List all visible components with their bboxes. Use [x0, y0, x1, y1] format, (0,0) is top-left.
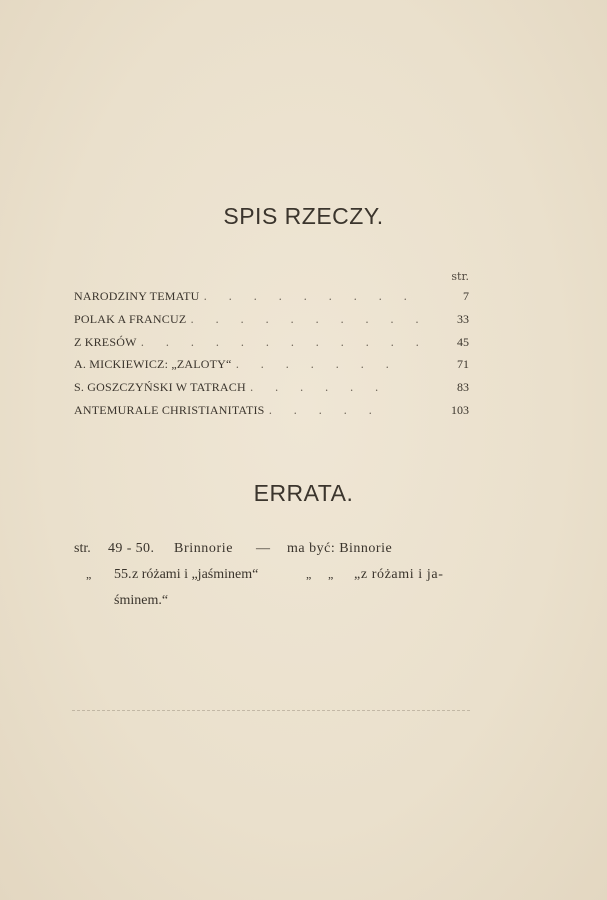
ditto-mark: „	[328, 567, 334, 581]
toc-entry	[74, 380, 469, 403]
errata-continuation: śminem.“	[114, 593, 169, 608]
errata-line	[74, 541, 469, 567]
errata-wrong-text: Brinnorie	[174, 541, 234, 556]
toc-entry	[74, 357, 469, 380]
toc-entry-title: POLAK A FRANCUZ	[74, 311, 187, 326]
toc-heading: SPIS RZECZY.	[223, 203, 384, 229]
errata-str-label: str.	[74, 541, 91, 556]
errata-heading: ERRATA.	[253, 480, 354, 506]
errata-page: 49 - 50.	[108, 541, 155, 556]
toc-entry-page: 45	[457, 334, 469, 349]
errata-wrong-text: z różami i „jaśminem“	[132, 567, 259, 582]
errata-dash: —	[256, 541, 270, 556]
toc-entry-page: 103	[451, 402, 469, 417]
divider-rule	[72, 710, 470, 711]
toc-entry	[74, 335, 469, 358]
errata-list	[74, 541, 469, 619]
ditto-mark: „	[86, 567, 92, 581]
toc-entry-page: 7	[463, 289, 469, 303]
toc-entry-page: 83	[457, 380, 469, 395]
toc-entry	[74, 289, 469, 312]
dot-leader: . . . . .	[268, 403, 382, 417]
dot-leader: . . . . . .	[249, 381, 388, 395]
errata-line	[74, 567, 469, 593]
toc-entry-title: S. GOSZCZYŃSKI W TATRACH	[74, 380, 246, 395]
toc-entry-title: NARODZINY TEMATU	[74, 289, 200, 303]
errata-page: 55.	[114, 567, 132, 582]
toc-entry-page: 33	[457, 311, 469, 326]
toc-entry	[74, 312, 469, 335]
ditto-mark: „	[306, 567, 312, 581]
page-column-label: str.	[451, 270, 469, 283]
dot-leader: . . . . . . . . .	[203, 290, 416, 303]
toc-entry-title: ANTEMURALE CHRISTIANITATIS	[74, 402, 265, 417]
dot-leader: . . . . . . .	[235, 358, 399, 372]
errata-line	[74, 593, 469, 619]
dot-leader: . . . . . . . . . . . .	[140, 335, 429, 349]
errata-correct-text: ma być: Binnorie	[287, 541, 393, 556]
toc-entry	[74, 403, 469, 426]
dot-leader: . . . . . . . . . .	[190, 312, 428, 326]
toc-entry-title: Z KRESÓW	[74, 334, 137, 349]
errata-correct-text: „z różami i ja-	[354, 567, 444, 582]
toc-entry-page: 71	[457, 357, 469, 372]
table-of-contents	[74, 289, 469, 426]
toc-entry-title: A. MICKIEWICZ: „ZALOTY“	[74, 357, 232, 372]
